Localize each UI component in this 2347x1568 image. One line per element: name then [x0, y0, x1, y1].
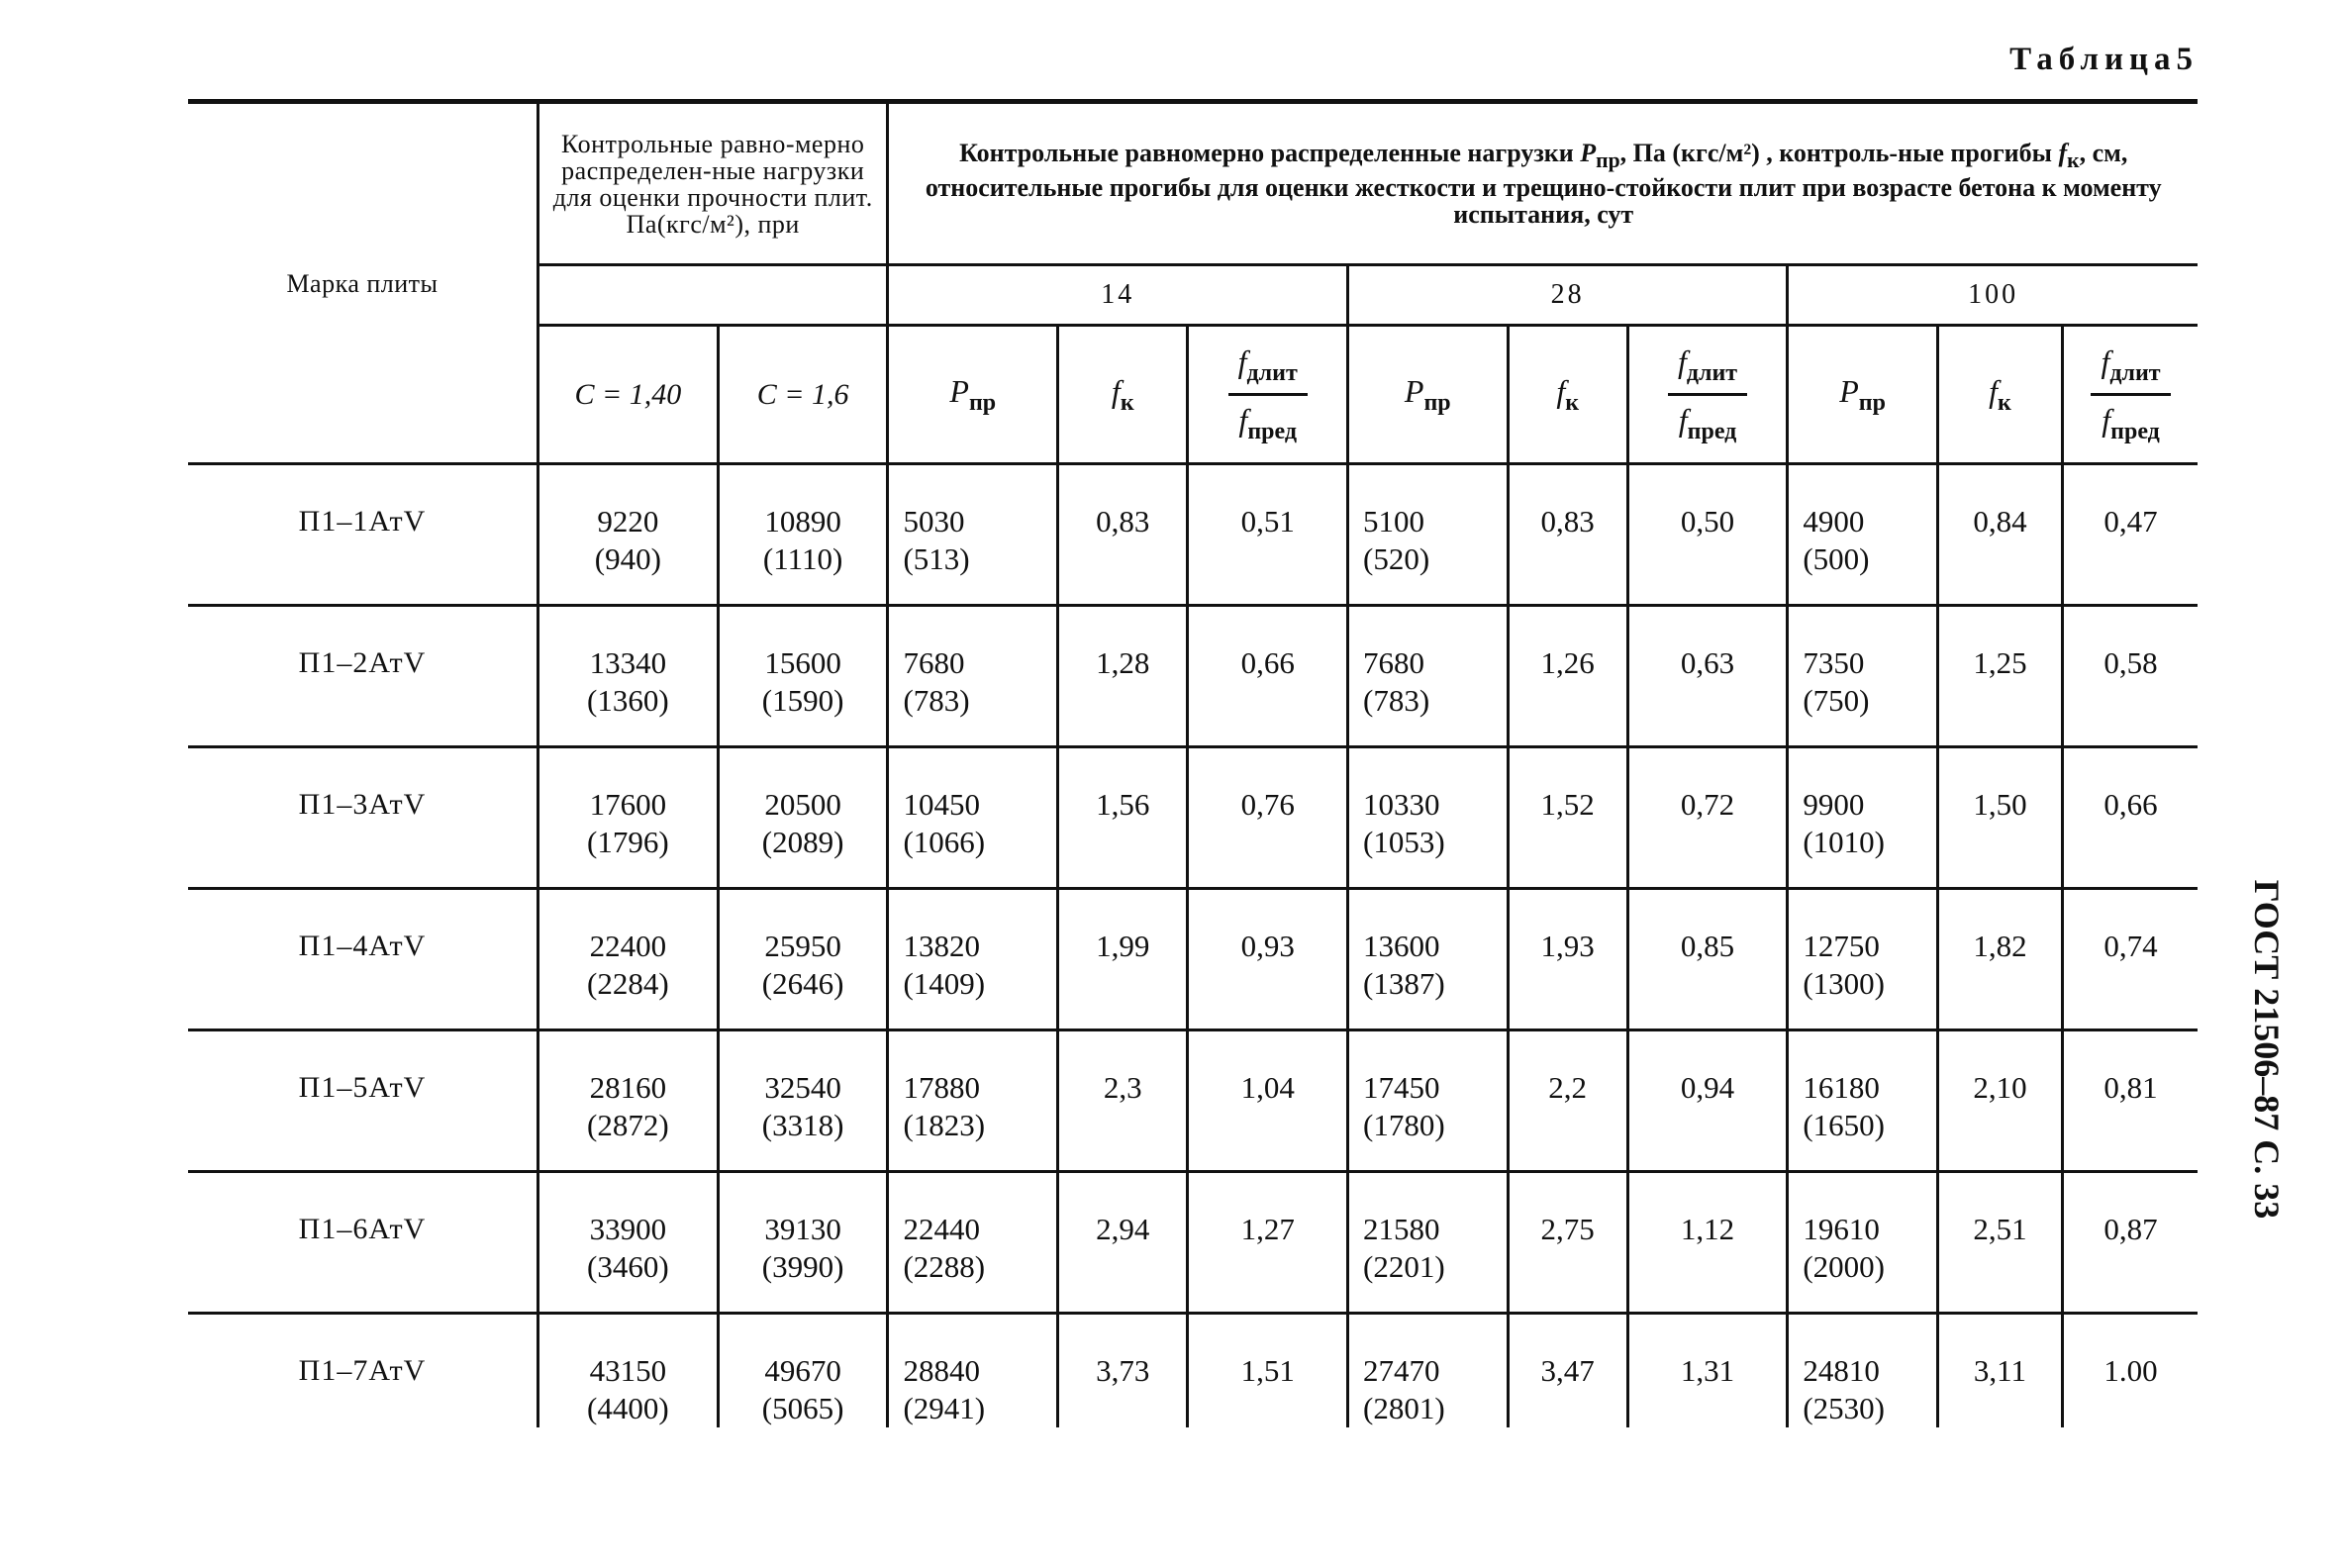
value-pa: 7680 [1363, 645, 1424, 680]
value-pa: 24810 [1803, 1353, 1880, 1388]
value-kgf: (1360) [587, 683, 669, 718]
value-kgf: (2089) [761, 825, 844, 859]
cell-f14 [1058, 889, 1188, 1030]
value-pa: 21580 [1363, 1212, 1440, 1246]
value-pa: 0,74 [2103, 929, 2158, 963]
cell-c140 [538, 747, 718, 889]
header-strength-spacer [538, 265, 887, 326]
value-pa: 28840 [903, 1353, 980, 1388]
value-kgf: (1780) [1363, 1108, 1445, 1142]
cell-p100 [1788, 606, 1937, 747]
value-pa: 0,93 [1240, 929, 1295, 963]
value-pa: 17880 [903, 1070, 980, 1105]
value-pa: 0,66 [2103, 787, 2158, 822]
cell-r28 [1627, 1030, 1788, 1172]
value-pa: 0,83 [1096, 504, 1150, 539]
cell-r28 [1627, 889, 1788, 1030]
cell-f14 [1058, 464, 1188, 606]
value-pa: 1,27 [1240, 1212, 1295, 1246]
cell-c16 [718, 889, 888, 1030]
value-pa: 0,50 [1680, 504, 1735, 539]
value-pa: 1,12 [1680, 1212, 1735, 1246]
value-kgf: (1409) [903, 966, 986, 1001]
cell-f14 [1058, 606, 1188, 747]
header-age-28: 28 [1348, 265, 1788, 326]
value-pa: 19610 [1803, 1212, 1880, 1246]
value-kgf: (940) [594, 541, 661, 576]
value-pa: 1,26 [1540, 645, 1595, 680]
value-pa: 10890 [764, 504, 841, 539]
value-pa: 7350 [1803, 645, 1865, 680]
cell-r14 [1188, 1172, 1348, 1314]
value-pa: 2,2 [1548, 1070, 1588, 1105]
value-pa: 3,73 [1096, 1353, 1150, 1388]
cell-f100 [1937, 1314, 2062, 1428]
header-c16: C = 1,6 [718, 326, 888, 464]
value-pa: 10450 [903, 787, 980, 822]
value-kgf: (520) [1363, 541, 1430, 576]
cell-f28 [1508, 464, 1627, 606]
header-p-100: Pпр [1788, 326, 1937, 464]
value-pa: 2,10 [1973, 1070, 2027, 1105]
value-pa: 1.00 [2103, 1353, 2158, 1388]
cell-f28 [1508, 1030, 1627, 1172]
header-age-14: 14 [888, 265, 1348, 326]
value-pa: 1,82 [1973, 929, 2027, 963]
header-ratio-100: $\frac{f_{длит}}{f_{пред}}$ [2063, 326, 2198, 464]
cell-f28 [1508, 889, 1627, 1030]
cell-c140 [538, 1314, 718, 1428]
table-row [188, 1314, 2198, 1428]
header-ratio-14: $\frac{f_{длит}}{f_{пред}}$ [1188, 326, 1348, 464]
value-pa: 2,94 [1096, 1212, 1150, 1246]
cell-f100 [1937, 889, 2062, 1030]
value-kgf: (2288) [903, 1249, 986, 1284]
value-pa: 1,50 [1973, 787, 2027, 822]
value-pa: 1,93 [1540, 929, 1595, 963]
table-row [188, 889, 2198, 1030]
header-brand: Марка плиты [188, 102, 538, 464]
cell-r100 [2063, 1172, 2198, 1314]
cell-p14 [888, 464, 1058, 606]
value-pa: 1,99 [1096, 929, 1150, 963]
value-pa: 17450 [1363, 1070, 1440, 1105]
table-row [188, 464, 2198, 606]
cell-r28 [1627, 464, 1788, 606]
value-kgf: (2000) [1803, 1249, 1885, 1284]
value-pa: 17600 [589, 787, 667, 822]
table-row [188, 1030, 2198, 1172]
value-pa: 0,76 [1240, 787, 1295, 822]
value-pa: 33900 [589, 1212, 667, 1246]
value-kgf: (2941) [903, 1391, 986, 1425]
cell-p28 [1348, 747, 1509, 889]
value-pa: 1,52 [1540, 787, 1595, 822]
cell-r100 [2063, 889, 2198, 1030]
cell-c140 [538, 889, 718, 1030]
cell-r100 [2063, 747, 2198, 889]
value-pa: 22440 [903, 1212, 980, 1246]
value-pa: 15600 [764, 645, 841, 680]
header-p-14: Pпр [888, 326, 1058, 464]
cell-c140 [538, 1172, 718, 1314]
cell-f100 [1937, 1030, 2062, 1172]
value-pa: 28160 [589, 1070, 667, 1105]
value-pa: 1,56 [1096, 787, 1150, 822]
cell-f28 [1508, 1172, 1627, 1314]
value-kgf: (1590) [761, 683, 844, 718]
value-kgf: (2801) [1363, 1391, 1445, 1425]
cell-p14 [888, 747, 1058, 889]
value-pa: 0,83 [1540, 504, 1595, 539]
cell-p28 [1348, 889, 1509, 1030]
cell-brand: П1–4АтV [188, 889, 538, 1030]
cell-c16 [718, 464, 888, 606]
value-pa: 25950 [764, 929, 841, 963]
value-pa: 10330 [1363, 787, 1440, 822]
value-kgf: (783) [1363, 683, 1430, 718]
cell-c16 [718, 1314, 888, 1428]
cell-r14 [1188, 747, 1348, 889]
cell-r14 [1188, 464, 1348, 606]
cell-p14 [888, 1172, 1058, 1314]
value-kgf: (1823) [903, 1108, 986, 1142]
value-pa: 0,51 [1240, 504, 1295, 539]
cell-brand: П1–7АтV [298, 1354, 427, 1387]
cell-f100 [1937, 464, 2062, 606]
table-row [188, 1172, 2198, 1314]
value-pa: 0,63 [1680, 645, 1735, 680]
value-kgf: (4400) [587, 1391, 669, 1425]
value-pa: 27470 [1363, 1353, 1440, 1388]
cell-f14 [1058, 1314, 1188, 1428]
cell-brand: П1–2АтV [188, 606, 538, 747]
cell-p14 [888, 889, 1058, 1030]
value-pa: 49670 [764, 1353, 841, 1388]
cell-f100 [1937, 1172, 2062, 1314]
value-pa: 0,84 [1973, 504, 2027, 539]
header-age-100: 100 [1788, 265, 2198, 326]
table-caption: Таблица5 [2009, 42, 2199, 77]
cell-p100 [1788, 1314, 1937, 1428]
cell-p100 [1788, 1172, 1937, 1314]
cell-r28 [1627, 747, 1788, 889]
header-ratio-28: $\frac{f_{длит}}{f_{пред}}$ [1627, 326, 1788, 464]
value-kgf: (1066) [903, 825, 986, 859]
value-pa: 9220 [597, 504, 659, 539]
cell-f14 [1058, 747, 1188, 889]
value-pa: 22400 [589, 929, 667, 963]
value-pa: 16180 [1803, 1070, 1880, 1105]
value-kgf: (3990) [761, 1249, 844, 1284]
value-pa: 32540 [764, 1070, 841, 1105]
header-f-100: fк [1937, 326, 2062, 464]
table-row [188, 747, 2198, 889]
cell-f28 [1508, 606, 1627, 747]
cell-p14 [888, 606, 1058, 747]
cell-f28 [1508, 747, 1627, 889]
cell-p28 [1348, 606, 1509, 747]
value-pa: 5100 [1363, 504, 1424, 539]
value-pa: 1,04 [1240, 1070, 1295, 1105]
value-pa: 2,3 [1103, 1070, 1142, 1105]
header-p-28: Pпр [1348, 326, 1509, 464]
value-kgf: (1796) [587, 825, 669, 859]
value-pa: 43150 [589, 1353, 667, 1388]
value-pa: 13340 [589, 645, 667, 680]
value-pa: 1,31 [1680, 1353, 1735, 1388]
value-kgf: (3460) [587, 1249, 669, 1284]
value-pa: 0,94 [1680, 1070, 1735, 1105]
value-pa: 3,11 [1973, 1353, 2026, 1388]
value-kgf: (500) [1803, 541, 1870, 576]
value-pa: 0,47 [2103, 504, 2158, 539]
cell-brand: П1–3АтV [188, 747, 538, 889]
value-pa: 2,75 [1540, 1212, 1595, 1246]
header-f-14: fк [1058, 326, 1188, 464]
value-kgf: (3318) [761, 1108, 844, 1142]
cell-p100 [1788, 889, 1937, 1030]
cell-r14 [1188, 1314, 1348, 1428]
value-pa: 1,51 [1240, 1353, 1295, 1388]
cell-r28 [1627, 1172, 1788, 1314]
cell-f14 [1058, 1172, 1188, 1314]
value-kgf: (513) [903, 541, 970, 576]
cell-c140 [538, 606, 718, 747]
cell-f28 [1508, 1314, 1627, 1428]
cell-f14 [1058, 1030, 1188, 1172]
cell-r100 [2063, 1314, 2198, 1428]
value-pa: 7680 [903, 645, 965, 680]
cell-c140 [538, 1030, 718, 1172]
cell-p14 [888, 1030, 1058, 1172]
value-pa: 1,25 [1973, 645, 2027, 680]
cell-r14 [1188, 889, 1348, 1030]
document-side-label: ГОСТ 21506–87 С. 33 [2247, 879, 2287, 1220]
cell-p14 [888, 1314, 1058, 1428]
cell-r28 [1627, 606, 1788, 747]
header-strength: Контрольные равно-мерно распределен-ные нагрузки для оценки прочности плит. Па(кгс/м²), при [538, 102, 887, 265]
header-c140: C = 1,40 [538, 326, 718, 464]
cell-r14 [1188, 1030, 1348, 1172]
cell-brand: П1–1АтV [188, 464, 538, 606]
value-kgf: (1300) [1803, 966, 1885, 1001]
cell-p28 [1348, 1172, 1509, 1314]
value-kgf: (1053) [1363, 825, 1445, 859]
cell-r14 [1188, 606, 1348, 747]
cell-p100 [1788, 464, 1937, 606]
cell-r28 [1627, 1314, 1788, 1428]
value-pa: 20500 [764, 787, 841, 822]
value-pa: 13820 [903, 929, 980, 963]
value-pa: 4900 [1803, 504, 1865, 539]
value-pa: 0,66 [1240, 645, 1295, 680]
cell-c140 [538, 464, 718, 606]
value-pa: 0,81 [2103, 1070, 2158, 1105]
cell-f100 [1937, 747, 2062, 889]
value-kgf: (2530) [1803, 1391, 1885, 1425]
value-kgf: (1110) [762, 541, 843, 576]
cell-r100 [2063, 606, 2198, 747]
value-kgf: (2201) [1363, 1249, 1445, 1284]
value-kgf: (1387) [1363, 966, 1445, 1001]
value-kgf: (1010) [1803, 825, 1885, 859]
cell-p28 [1348, 1030, 1509, 1172]
cell-f100 [1937, 606, 2062, 747]
cell-brand: П1–6АтV [188, 1172, 538, 1314]
cell-brand: П1–5АтV [188, 1030, 538, 1172]
value-kgf: (5065) [761, 1391, 844, 1425]
value-pa: 13600 [1363, 929, 1440, 963]
value-pa: 9900 [1803, 787, 1865, 822]
value-kgf: (750) [1803, 683, 1870, 718]
cell-c16 [718, 606, 888, 747]
value-kgf: (1650) [1803, 1108, 1885, 1142]
value-pa: 3,47 [1540, 1353, 1595, 1388]
cell-c16 [718, 1172, 888, 1314]
value-pa: 39130 [764, 1212, 841, 1246]
cell-r100 [2063, 1030, 2198, 1172]
value-pa: 2,51 [1973, 1212, 2027, 1246]
cell-p28 [1348, 464, 1509, 606]
cell-c16 [718, 1030, 888, 1172]
cell-p100 [1788, 747, 1937, 889]
header-f-28: fк [1508, 326, 1627, 464]
load-table [188, 99, 2198, 1427]
cell-p100 [1788, 1030, 1937, 1172]
value-pa: 0,85 [1680, 929, 1735, 963]
value-kgf: (2872) [587, 1108, 669, 1142]
header-stiffness: Контрольные равномерно распределенные нагрузки $P_{пр}$, Па (кгс/м²) , контроль-ные прогибы $f_к$, см, относительные прогибы для оценки жесткости и трещино-стойкости плит при возрасте бетона к моменту испытания, сут [888, 102, 2198, 265]
value-kgf: (2284) [587, 966, 669, 1001]
cell-c16 [718, 747, 888, 889]
value-pa: 12750 [1803, 929, 1880, 963]
value-kgf: (2646) [761, 966, 844, 1001]
value-pa: 0,72 [1680, 787, 1735, 822]
value-pa: 0,58 [2103, 645, 2158, 680]
value-pa: 0,87 [2103, 1212, 2158, 1246]
value-pa: 5030 [903, 504, 965, 539]
cell-p28 [1348, 1314, 1509, 1428]
table-row [188, 606, 2198, 747]
value-kgf: (783) [903, 683, 970, 718]
value-pa: 1,28 [1096, 645, 1150, 680]
cell-r100 [2063, 464, 2198, 606]
